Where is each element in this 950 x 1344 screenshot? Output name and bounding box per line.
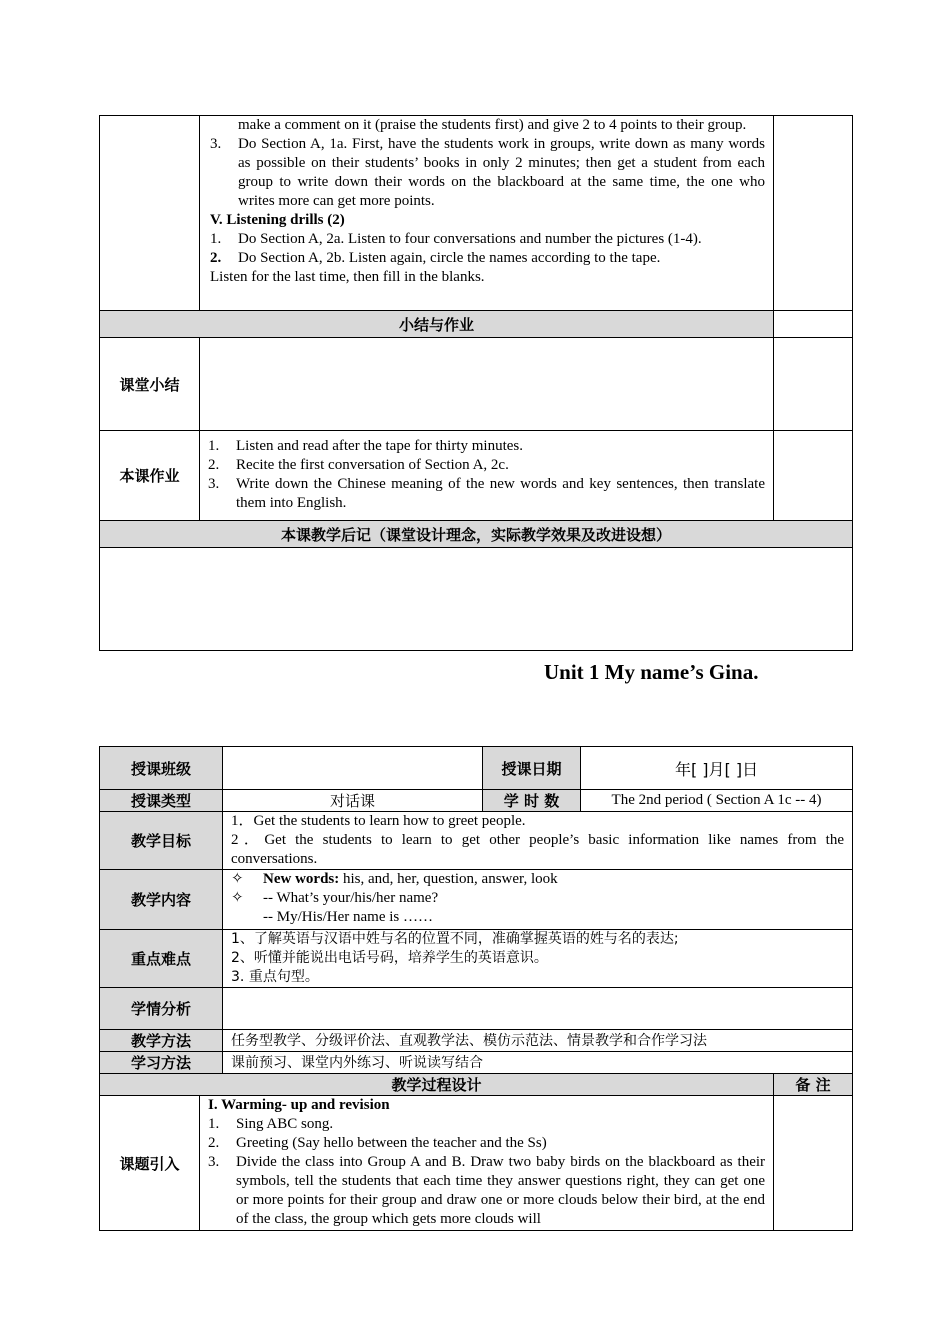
diamond-bullet-icon: ✧ (231, 871, 244, 887)
teaching-content (223, 870, 853, 930)
lesson-plan-table-continued (99, 115, 853, 651)
reflection-header: 本课教学后记（课堂设计理念，实际教学效果及改进设想） (100, 521, 853, 548)
date-label: 授课日期 (483, 747, 581, 790)
type-label: 授课类型 (100, 790, 223, 812)
study-label: 学习方法 (100, 1052, 223, 1074)
intro-label: 课题引入 (100, 1096, 200, 1231)
homework-content (200, 431, 774, 521)
type-value: 对话课 (223, 790, 483, 812)
class-value (223, 747, 483, 790)
unit-title: Unit 1 My name’s Gina. (544, 660, 759, 684)
content-label: 教学内容 (100, 870, 223, 930)
reflection-content (100, 548, 853, 651)
key-item: 1、了解英语与汉语中姓与名的位置不同，准确掌握英语的姓与名的表达; (231, 931, 679, 947)
goal-item: 2．Get the students to learn to get other people’s basic information like names from the conversations. (231, 832, 845, 867)
analysis-label: 学情分析 (100, 988, 223, 1030)
notes-cell (774, 431, 853, 521)
listening-tail: Listen for the last time, then fill in the blanks. (210, 269, 485, 285)
warmup-item: 3. Divide the class into Group A and B. Draw two baby birds on the blackboard as their symbols, tell the students that each time they answer questions right, they can get one or more points for their group and draw one or more clouds below their bird, at the end of the class, the group which gets more clouds will (208, 1154, 766, 1227)
notes-header: 备 注 (774, 1074, 853, 1096)
listening-item: 1. Do Section A, 2a. Listen to four conversations and number the pictures (1-4). (210, 231, 702, 247)
goals-label: 教学目标 (100, 812, 223, 870)
key-label: 重点难点 (100, 930, 223, 988)
lesson-plan-table (99, 746, 853, 1231)
method-label: 教学方法 (100, 1030, 223, 1052)
process-line: make a comment on it (praise the students first) and give 2 to 4 points to their group. (238, 117, 747, 133)
label-cell-empty (100, 116, 200, 311)
homework-item: 2. Recite the first conversation of Section A, 2c. (208, 457, 509, 473)
content-new-words: ✧ New words: his, and, her, question, answer, look (231, 871, 558, 887)
content-question: ✧ -- What’s your/his/her name? (231, 890, 439, 906)
warmup-heading: I. Warming- up and revision (208, 1097, 390, 1113)
date-value: 年[ ]月[ ]日 (581, 747, 853, 790)
summary-label: 课堂小结 (100, 338, 200, 431)
process-header: 教学过程设计 (100, 1074, 774, 1096)
intro-content (200, 1096, 774, 1231)
notes-cell (774, 116, 853, 311)
warmup-item: 1. Sing ABC song. (208, 1116, 334, 1132)
diamond-bullet-icon: ✧ (231, 890, 244, 906)
notes-cell (774, 1096, 853, 1231)
goals-content (223, 812, 853, 870)
summary-header: 小结与作业 (100, 311, 774, 338)
notes-cell (774, 311, 853, 338)
homework-label: 本课作业 (100, 431, 200, 521)
goal-item: 1．Get the students to learn how to greet people. (231, 813, 526, 829)
study-value: 课前预习、课堂内外练习、听说读写结合 (223, 1052, 853, 1074)
listening-item: 2. Do Section A, 2b. Listen again, circle the names according to the tape. (210, 250, 661, 266)
content-answer: -- My/His/Her name is …… (263, 909, 433, 925)
summary-content (200, 338, 774, 431)
key-item: 3. 重点句型。 (231, 969, 319, 985)
homework-item: 3. Write down the Chinese meaning of the new words and key sentences, then translate them into English. (208, 476, 765, 511)
analysis-content (223, 988, 853, 1030)
listening-heading: V. Listening drills (2) (210, 212, 345, 228)
process-line: 3. Do Section A, 1a. First, have the students work in groups, write down as many words as possible on their students’ books in only 2 minutes; then get a student from each group to write down their words on the blackboard at the same time, the one who writes more can get more points. (210, 136, 765, 209)
method-value: 任务型教学、分级评价法、直观教学法、模仿示范法、情景教学和合作学习法 (223, 1030, 853, 1052)
homework-item: 1. Listen and read after the tape for thirty minutes. (208, 438, 523, 454)
key-content (223, 930, 853, 988)
class-label: 授课班级 (100, 747, 223, 790)
hours-label: 学 时 数 (483, 790, 581, 812)
hours-value: The 2nd period ( Section A 1c -- 4) (581, 790, 853, 812)
key-item: 2、听懂并能说出电话号码，培养学生的英语意识。 (231, 950, 548, 966)
warmup-item: 2. Greeting (Say hello between the teacher and the Ss) (208, 1135, 547, 1151)
notes-cell (774, 338, 853, 431)
process-cell (200, 116, 774, 311)
